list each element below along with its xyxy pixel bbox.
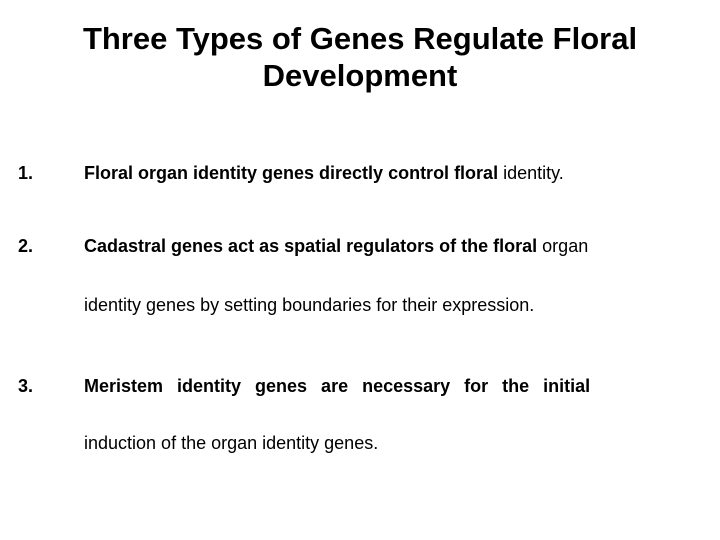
title-line-1: Three Types of Genes Regulate Floral (82, 21, 638, 56)
title-line-2: Development (262, 58, 458, 93)
list-item-1-text: identity. (503, 163, 564, 183)
list-item-2-text-end: organ (542, 236, 589, 256)
list-number-2: 2. (18, 236, 34, 256)
list-number-3: 3. (18, 376, 34, 396)
list-item-3-bold-text: Meristem identity genes are necessary for the initial (84, 376, 591, 396)
slide-title (20, 20, 700, 94)
list-item-2-bold-text: Cadastral genes act as spatial regulators of the floral (84, 236, 538, 256)
list-item-1-bold-text: Floral organ identity genes directly control floral (84, 163, 499, 183)
list-item-3-line-2: induction of the organ identity genes. (84, 433, 379, 453)
list-item-2-line-2: identity genes by setting boundaries for their expression. (84, 295, 535, 315)
list-number-1: 1. (18, 163, 34, 183)
